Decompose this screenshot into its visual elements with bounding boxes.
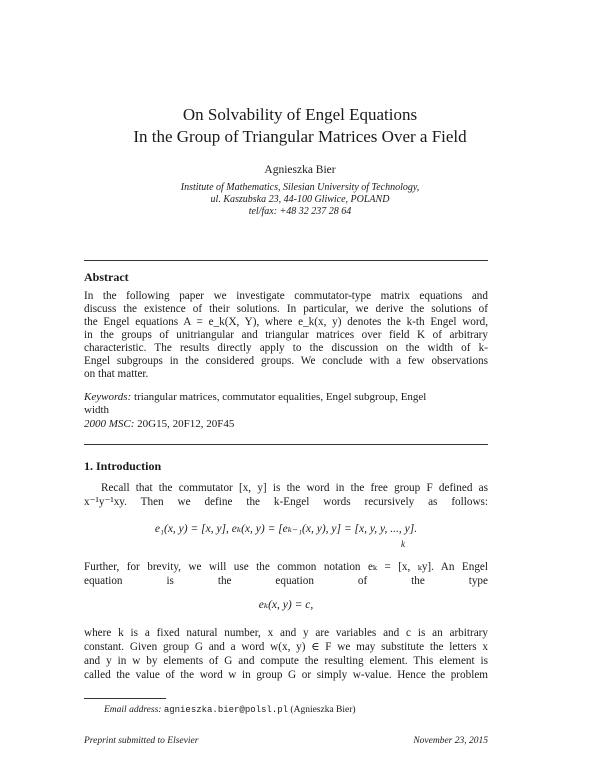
keywords-label: Keywords: xyxy=(84,391,132,403)
footnote-label: Email address: xyxy=(104,705,162,715)
abstract-bottom-rule xyxy=(84,444,488,445)
body-line: where k is a fixed natural number, x and y are variables and c is an arbitrary xyxy=(84,627,488,639)
body-line: called the value of the word w in group G or simply w-value. Hence the problem xyxy=(84,669,488,681)
abstract-line: in the groups of unitriangular and triangular matrices over field K of arbitrary xyxy=(84,329,488,341)
engel-equation: eₖ(x, y) = c, xyxy=(258,599,314,611)
body-line: equation is the equation of the type xyxy=(84,575,488,587)
preprint-note: Preprint submitted to Elsevier xyxy=(84,736,199,746)
affiliation-line: tel/fax: +48 32 237 28 64 xyxy=(248,206,352,217)
section-heading: 1. Introduction xyxy=(84,459,162,473)
abstract-line: Engel subgroups in the considered groups. We conclude with a few observations xyxy=(84,355,488,367)
footnote-rule xyxy=(84,698,166,699)
abstract-line: characteristic. The results directly apply to the discussion on the width of k- xyxy=(84,342,488,354)
keywords-continuation: width xyxy=(84,404,110,416)
keywords-text: triangular matrices, commutator equalities, Engel subgroup, Engel xyxy=(134,391,427,403)
body-line: x⁻¹y⁻¹xy. Then we define the k-Engel words recursively as follows: xyxy=(84,496,488,508)
body-line: and y in w by elements of G and compute the resulting element. This element is xyxy=(84,655,488,667)
msc-label: 2000 MSC: xyxy=(84,418,135,430)
abstract-line: the Engel equations A = e_k(X, Y), where e_k(x, y) denotes the k-th Engel word, xyxy=(84,316,488,328)
footnote-name: (Agnieszka Bier) xyxy=(290,705,356,715)
body-line: constant. Given group G and a word w(x, y) ∈ F we may substitute the letters x xyxy=(84,641,488,653)
abstract-heading: Abstract xyxy=(84,270,129,284)
abstract-line: on that matter. xyxy=(84,368,149,380)
abstract-top-rule xyxy=(84,260,488,261)
paper-title-line-1: On Solvability of Engel Equations xyxy=(182,105,418,124)
abstract-line: In the following paper we investigate commutator-type matrix equations and xyxy=(84,290,488,302)
body-line: Recall that the commutator [x, y] is the word in the free group F defined as xyxy=(101,482,488,494)
body-line: Further, for brevity, we will use the common notation eₖ = [x, ₖy]. An Engel xyxy=(84,561,488,573)
affiliation-line: ul. Kaszubska 23, 44-100 Gliwice, POLAND xyxy=(210,194,390,205)
affiliation-line: Institute of Mathematics, Silesian University of Technology, xyxy=(180,182,420,193)
email-link[interactable]: agnieszka.bier@polsl.pl xyxy=(163,705,289,715)
abstract-line: discuss the existence of their solutions. In particular, we derive the solutions of xyxy=(84,303,488,315)
preprint-date: November 23, 2015 xyxy=(413,736,488,746)
keywords-line xyxy=(84,391,488,404)
msc-value: 20G15, 20F12, 20F45 xyxy=(137,418,235,430)
footnote xyxy=(104,705,356,715)
engel-word-definition: e₁(x, y) = [x, y], eₖ(x, y) = [eₖ₋₁(x, y), y] = [x, y, y, ..., y]. xyxy=(154,523,418,535)
msc-line xyxy=(84,418,488,431)
paper-title-line-2: In the Group of Triangular Matrices Over a Field xyxy=(133,127,467,146)
underbrace-subscript: k xyxy=(401,539,405,549)
author-name: Agnieszka Bier xyxy=(264,164,336,176)
